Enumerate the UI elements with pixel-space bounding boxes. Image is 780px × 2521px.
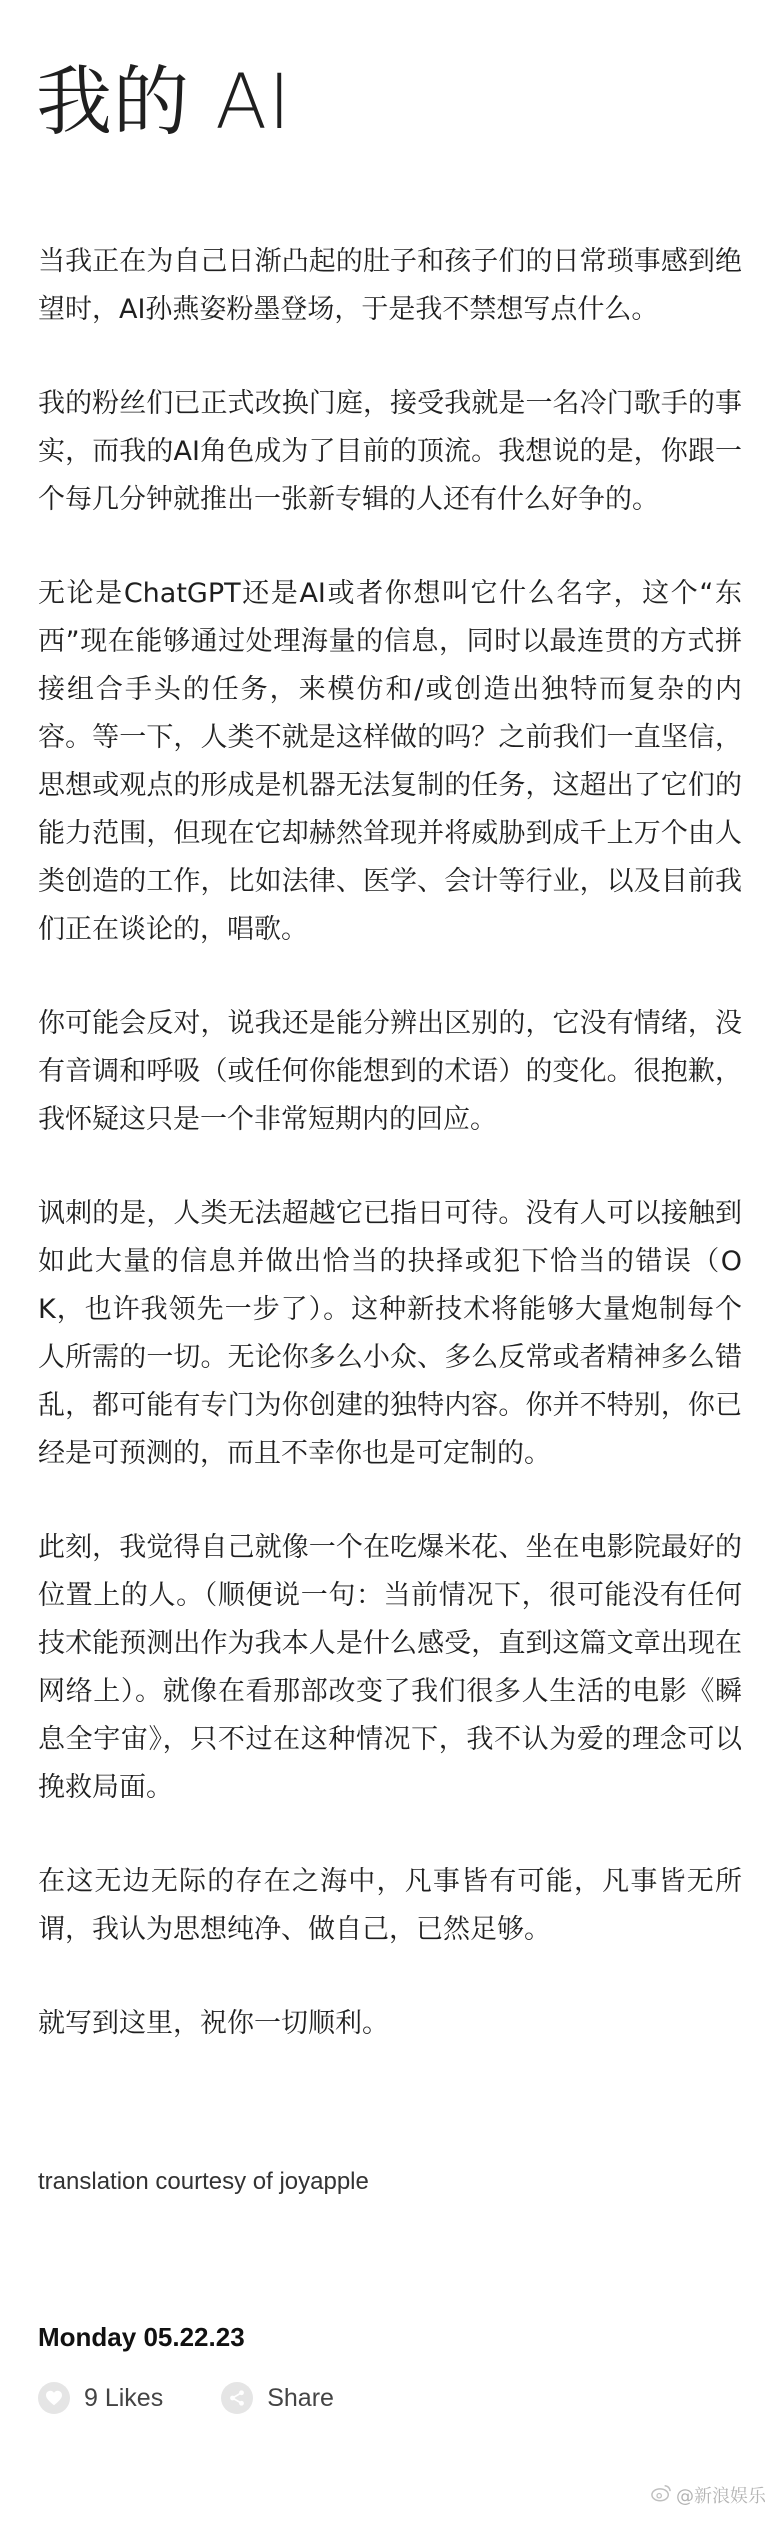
post-paragraph: 讽刺的是，人类无法超越它已指日可待。没有人可以接触到如此大量的信息并做出恰当的抉择或犯下恰当的错误（OK，也许我领先一步了）。这种新技术将能够大量炮制每个人所需的一切。无论你多么小众、多么反常或者精神多么错乱，都可能有专门为你创建的独特内容。你并不特别，你已经是可预测的，而且不幸你也是可定制的。: [38, 1198, 742, 1469]
post-paragraph: 当我正在为自己日渐凸起的肚子和孩子们的日常琐事感到绝望时，AI孙燕姿粉墨登场，于是我不禁想写点什么。: [38, 246, 742, 325]
post-paragraph: 我的粉丝们已正式改换门庭，接受我就是一名冷门歌手的事实，而我的AI角色成为了目前的顶流。我想说的是，你跟一个每几分钟就推出一张新专辑的人还有什么好争的。: [38, 388, 742, 515]
post-body: [38, 238, 742, 2094]
share-icon: [221, 2382, 253, 2414]
weibo-logo-icon: [650, 2483, 672, 2507]
post-title: 我的 AI: [36, 57, 292, 146]
post-actions: [38, 2382, 392, 2414]
post-paragraph: 无论是ChatGPT还是AI或者你想叫它什么名字，这个“东西”现在能够通过处理海量的信息，同时以最连贯的方式拼接组合手头的任务，来模仿和/或创造出独特而复杂的内容。等一下，人类不就是这样做的吗？之前我们一直坚信，思想或观点的形成是机器无法复制的任务，这超出了它们的能力范围，但现在它却赫然耸现并将威胁到成千上万个由人类创造的工作，比如法律、医学、会计等行业，以及目前我们正在谈论的，唱歌。: [38, 578, 742, 945]
post-paragraph: 此刻，我觉得自己就像一个在吃爆米花、坐在电影院最好的位置上的人。（顺便说一句：当前情况下，很可能没有任何技术能预测出作为我本人是什么感受，直到这篇文章出现在网络上）。就像在看那部改变了我们很多人生活的电影《瞬息全宇宙》，只不过在这种情况下，我不认为爱的理念可以挽救局面。: [38, 1532, 742, 1803]
share-label: Share: [267, 2383, 334, 2412]
translation-credit: translation courtesy of joyapple: [38, 2168, 369, 2195]
post-date: Monday 05.22.23: [38, 2322, 245, 2352]
post-paragraph: 你可能会反对，说我还是能分辨出区别的，它没有情绪，没有音调和呼吸（或任何你能想到的术语）的变化。很抱歉，我怀疑这只是一个非常短期内的回应。: [38, 1008, 742, 1135]
heart-icon: [38, 2382, 70, 2414]
like-button[interactable]: [38, 2382, 163, 2414]
watermark: [650, 2482, 766, 2508]
watermark-text: @新浪娱乐: [676, 2486, 766, 2507]
likes-count: 9 Likes: [84, 2383, 164, 2412]
post-paragraph: 在这无边无际的存在之海中，凡事皆有可能，凡事皆无所谓，我认为思想纯净、做自己，已然足够。: [38, 1866, 742, 1945]
share-button[interactable]: [221, 2382, 334, 2414]
post-paragraph: 就写到这里，祝你一切顺利。: [38, 2008, 389, 2039]
